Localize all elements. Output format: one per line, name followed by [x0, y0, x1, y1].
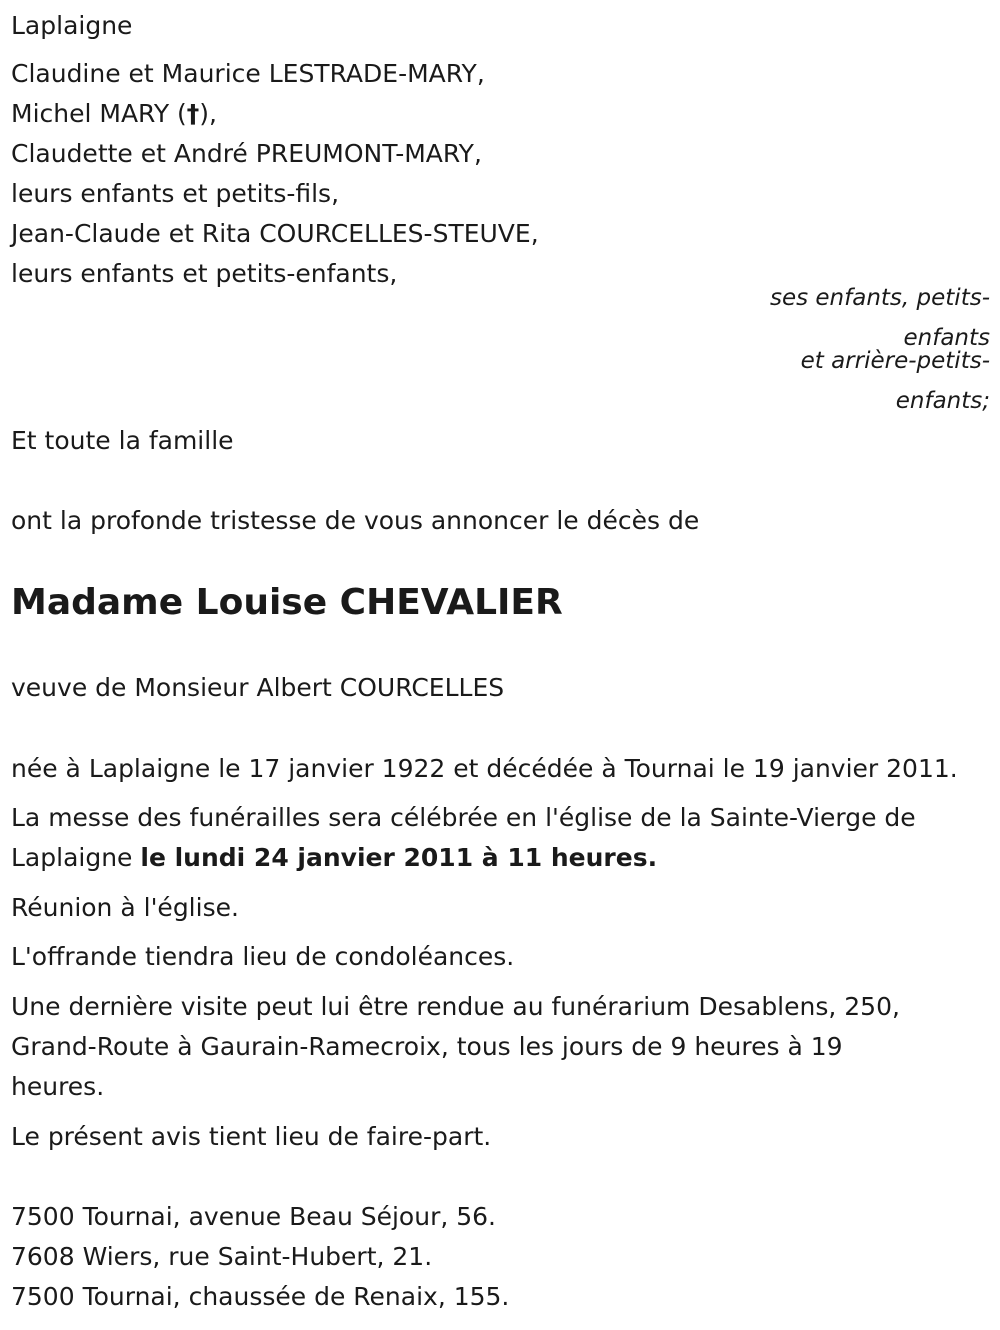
side-note-line: enfants; — [895, 388, 990, 414]
family-line: Claudette et André PREUMONT-MARY, — [11, 139, 482, 168]
meeting: Réunion à l'église. — [11, 893, 239, 922]
visit-line: Une dernière visite peut lui être rendue au funérarium Desablens, 250, — [11, 992, 900, 1021]
address: 7500 Tournai, avenue Beau Séjour, 56. — [11, 1202, 496, 1231]
cross-icon: † — [186, 99, 200, 128]
widow-of: veuve de Monsieur Albert COURCELLES — [11, 673, 505, 702]
side-note-line: et arrière-petits- — [800, 348, 990, 374]
funeral-date: le lundi 24 janvier 2011 à 11 heures. — [140, 843, 658, 872]
side-note-line: enfants — [903, 325, 990, 351]
birth-death: née à Laplaigne le 17 janvier 1922 et décédée à Tournai le 19 janvier 2011. — [11, 754, 958, 783]
family-line: Jean-Claude et Rita COURCELLES-STEUVE, — [11, 219, 539, 248]
visit-line: heures. — [11, 1072, 105, 1101]
michel-name: Michel MARY ( — [11, 99, 187, 128]
notice: Le présent avis tient lieu de faire-part. — [11, 1122, 492, 1151]
deceased-name: Madame Louise CHEVALIER — [11, 582, 563, 623]
announcement: ont la profonde tristesse de vous annoncer le décès de — [11, 506, 700, 535]
funeral-place: Laplaigne — [11, 843, 141, 872]
address: 7608 Wiers, rue Saint-Hubert, 21. — [11, 1242, 433, 1271]
family-line: leurs enfants et petits-fils, — [11, 179, 340, 208]
family-line-michel — [11, 94, 217, 134]
offering: L'offrande tiendra lieu de condoléances. — [11, 942, 515, 971]
side-note-line: ses enfants, petits- — [769, 285, 990, 311]
family-all: Et toute la famille — [11, 426, 234, 455]
funeral-line-date — [11, 838, 657, 878]
address: 7500 Tournai, chaussée de Renaix, 155. — [11, 1282, 510, 1311]
funeral-line: La messe des funérailles sera célébrée en l'église de la Sainte-Vierge de — [11, 803, 916, 832]
michel-suffix: ), — [199, 99, 217, 128]
location-heading: Laplaigne — [11, 11, 133, 40]
visit-line: Grand-Route à Gaurain-Ramecroix, tous les jours de 9 heures à 19 — [11, 1032, 843, 1061]
family-line: leurs enfants et petits-enfants, — [11, 259, 398, 288]
family-line: Claudine et Maurice LESTRADE-MARY, — [11, 59, 485, 88]
